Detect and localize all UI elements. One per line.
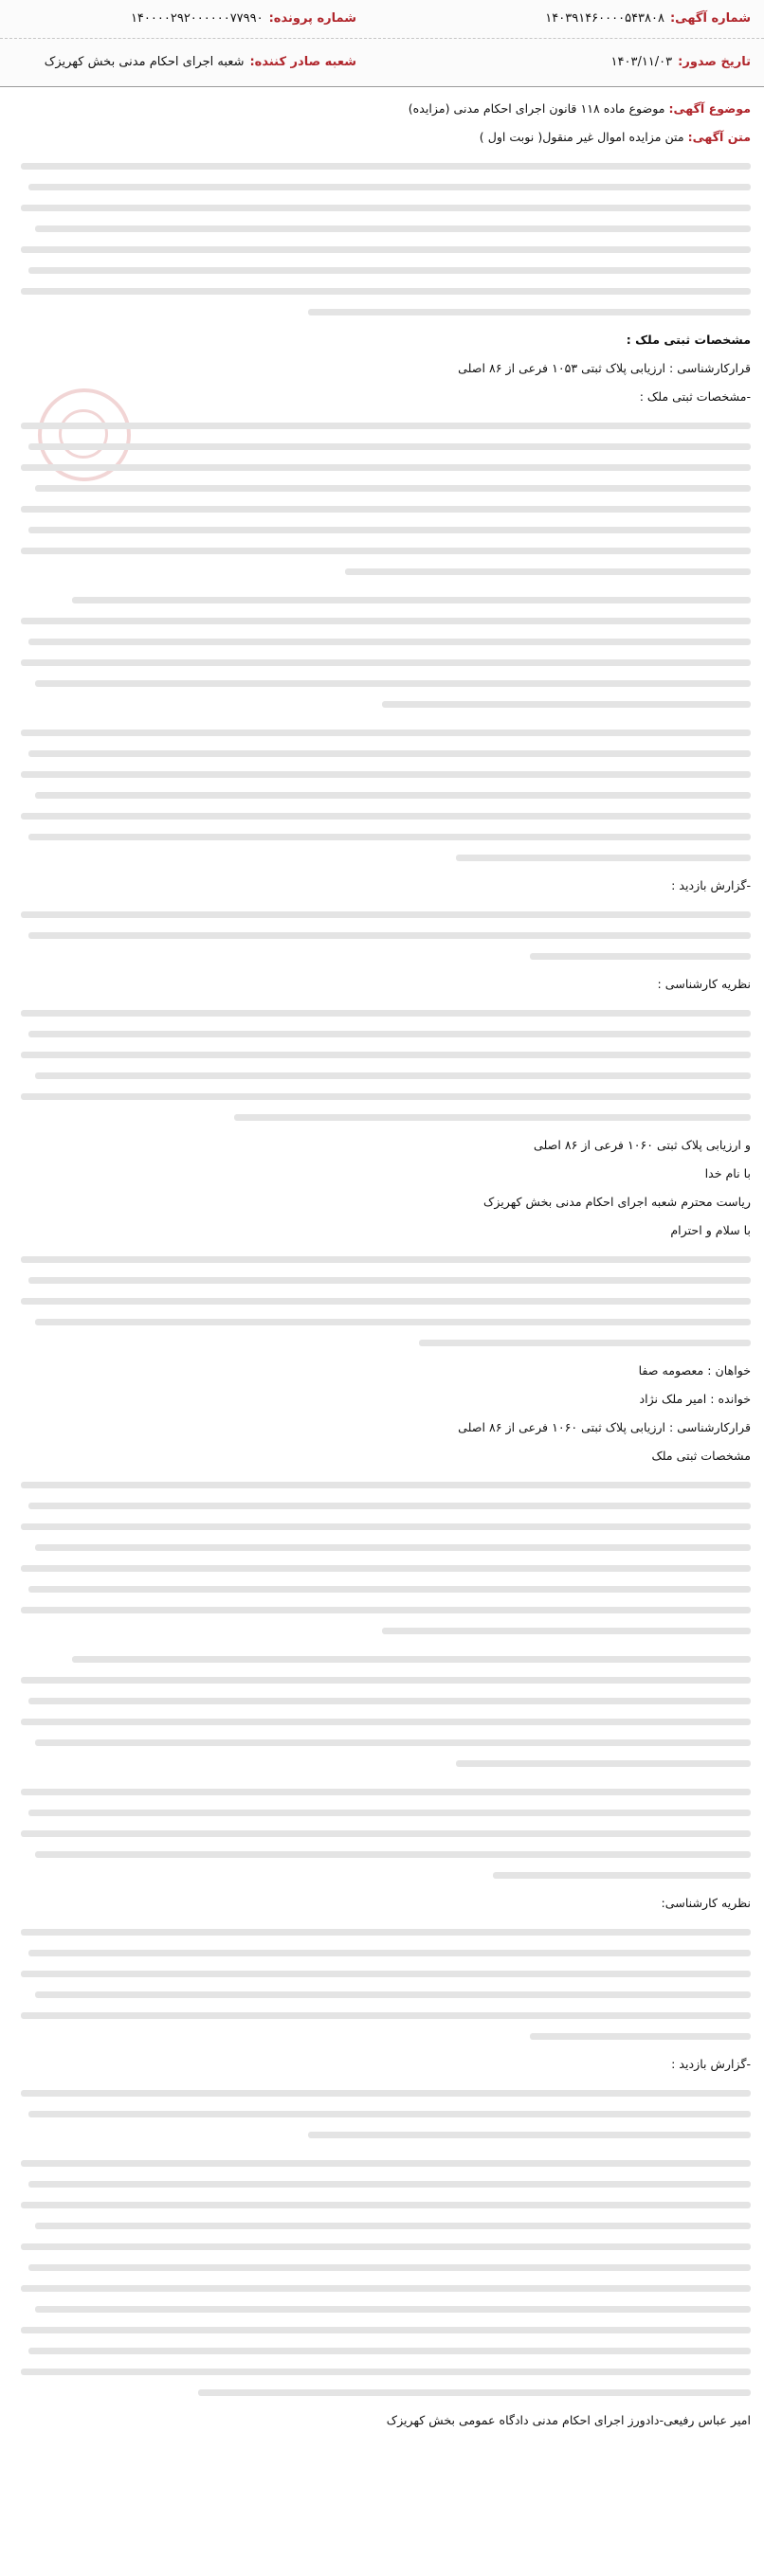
section-expert-opinion-2: نظریه کارشناسی: [661,1896,751,1910]
defendant: خوانده : امیر ملک نژاد [639,1392,751,1406]
addressee: ریاست محترم شعبه اجرای احکام مدنی بخش کهریزک [483,1195,751,1209]
section-property-specs: مشخصات ثبتی ملک : [626,333,751,347]
section-report: -گزارش بازدید : [671,878,751,892]
paragraph-boundaries-1 [13,722,751,868]
issue-date [611,55,751,69]
ad-subject [13,99,751,119]
file-number-value: ۱۴۰۰۰۰۲۹۲۰۰۰۰۰۰۷۷۹۹۰ [130,11,264,26]
ad-number-label: شماره آگهی: [669,11,751,26]
issuing-branch [45,55,356,69]
issuing-branch-value: شعبه اجرای احکام مدنی بخش کهریزک [44,55,245,69]
paragraph-expert-assign-1 [13,589,751,714]
paragraph-boundaries-2 [13,1781,751,1885]
ad-text-label: متن آگهی: [687,130,751,144]
ad-number [545,11,751,26]
paragraph-expert-assign-2 [13,1648,751,1774]
ad-subject-label: موضوع آگهی: [668,101,751,116]
claimant: خواهان : معصومه صفا [638,1363,751,1378]
paragraph-registry-2 [13,1474,751,1641]
paragraph-assignment [13,1249,751,1353]
paragraph-report-1 [13,904,751,966]
paragraph-opinion-1 [13,1002,751,1127]
section-expert-opinion: نظریه کارشناسی : [657,977,751,991]
section-expert-1060b: قرارکارشناسی : ارزیابی پلاک ثبتی ۱۰۶۰ فرعی از ۸۶ اصلی [458,1420,751,1434]
section-registry-specs: -مشخصات ثبتی ملک : [639,389,751,404]
section-expert-1053: قرارکارشناسی : ارزیابی پلاک ثبتی ۱۰۵۳ فرعی از ۸۶ اصلی [458,361,751,375]
signature: امیر عباس رفیعی-دادورز اجرای احکام مدنی دادگاه عمومی بخش کهریزک [386,2413,751,2427]
ad-subject-value: موضوع ماده ۱۱۸ قانون اجرای احکام مدنی (مزایده) [408,101,665,116]
issuing-branch-label: شعبه صادر کننده: [249,55,356,69]
header-divider [0,38,764,39]
ad-text [13,127,751,148]
paragraph-auction-terms [13,2153,751,2403]
ad-text-value: متن مزایده اموال غیر منقول( نوبت اول ) [479,130,684,144]
file-number-label: شماره پرونده: [268,11,356,26]
god-name: با نام خدا [704,1166,751,1180]
paragraph-intro [13,155,751,322]
file-number [131,11,356,26]
section-expert-1060: و ارزیابی پلاک ثبتی ۱۰۶۰ فرعی از ۸۶ اصلی [533,1138,751,1152]
paragraph-registry-1 [13,415,751,582]
ad-number-value: ۱۴۰۳۹۱۴۶۰۰۰۰۵۴۳۸۰۸ [545,11,664,26]
section-registry-specs-2: مشخصات ثبتی ملک [651,1449,751,1463]
paragraph-opinion-2 [13,1921,751,2046]
section-report-2: -گزارش بازدید : [671,2057,751,2071]
ad-header [0,0,764,87]
issue-date-value: ۱۴۰۳/۱۱/۰۳ [610,55,673,69]
ad-body [13,99,751,2562]
paragraph-report-2 [13,2082,751,2145]
greeting: با سلام و احترام [670,1223,751,1237]
issue-date-label: تاریخ صدور: [678,55,751,69]
